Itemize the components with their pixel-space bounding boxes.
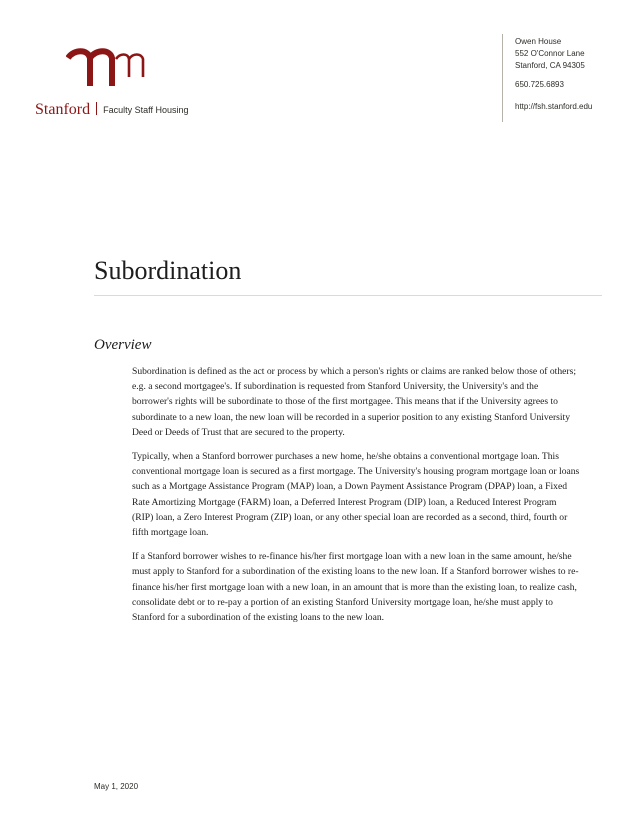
header-divider bbox=[502, 34, 503, 122]
brand-name: Stanford bbox=[35, 101, 91, 118]
contact-city: Stanford, CA 94305 bbox=[515, 61, 585, 70]
contact-street: 552 O'Connor Lane bbox=[515, 49, 585, 58]
body-text bbox=[132, 364, 580, 634]
footer-date: May 1, 2020 bbox=[94, 782, 139, 791]
brand-divider bbox=[96, 102, 97, 115]
paragraph-3: If a Stanford borrower wishes to re-finance his/her first mortgage loan with a new loan in the same amount, he/she must apply to Stanford for a subordination of the existing loans to the new loan. If a Stanford borrower wishes to re-finance his/her first mortgage loan with a new loan, in an amount that is more than the existing loan, to realize cash, consolidate debt or to re-pay a portion of an existing Stanford University mortgage loan, he/she must apply to Stanford for a subordination of the existing loans to the new loan. bbox=[132, 551, 579, 624]
department-name: Faculty Staff Housing bbox=[103, 105, 189, 115]
contact-org: Owen House bbox=[515, 37, 562, 46]
contact-url[interactable]: http://fsh.stanford.edu bbox=[515, 102, 593, 111]
title-rule bbox=[94, 295, 602, 296]
fsh-logo-icon bbox=[66, 44, 148, 88]
paragraph-2: Typically, when a Stanford borrower purchases a new home, he/she obtains a conventional mortgage loan. This conventional mortgage loan is secured as a first mortgage. The University's housing program mortgage loan or loans such as a Mortgage Assistance Program (MAP) loan, a Down Payment Assistance Program (DPAP) loan, a Fixed Rate Amortizing Mortgage (FARM) loan, a Deferred Interest Program (DIP) loan, a Reduced Interest Program (RIP) loan, a Zero Interest Program (ZIP) loan, or any other special loan are recorded as a second, third, fourth or fifth mortgage loan. bbox=[132, 451, 580, 539]
page-title: Subordination bbox=[94, 256, 242, 285]
brand-lockup bbox=[35, 101, 189, 119]
paragraph-1: Subordination is defined as the act or process by which a person's rights or claims are ranked below those of others; e.g. a second mortgagee's. If subordination is requested from Stanford University, the University's and the borrower's rights will be subordinate to those of the first mortgagee. This means that if the University agrees to subordinate to a new loan, the new loan will be recorded in a superior position to any existing Stanford University Deed or Deeds of Trust that are secured to the property. bbox=[132, 366, 576, 438]
contact-phone: 650.725.6893 bbox=[515, 80, 564, 89]
section-heading: Overview bbox=[94, 337, 152, 353]
contact-block bbox=[515, 36, 592, 113]
